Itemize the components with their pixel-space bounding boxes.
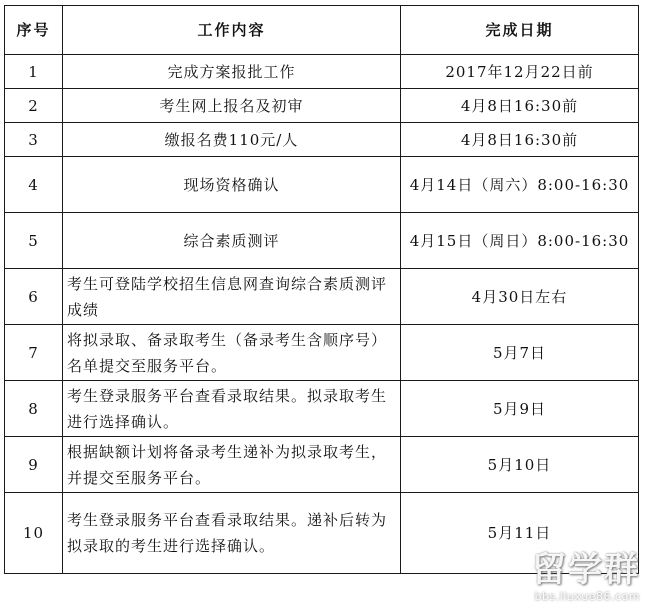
- row-num: 7: [5, 325, 63, 381]
- row-num: 10: [5, 493, 63, 574]
- row-task: 缴报名费110元/人: [63, 123, 401, 157]
- row-date: 4月8日16:30前: [401, 89, 639, 123]
- row-num: 8: [5, 381, 63, 437]
- table-row: [5, 89, 639, 123]
- header-num: 序号: [5, 6, 63, 55]
- table-row: [5, 213, 639, 269]
- header-date: 完成日期: [401, 6, 639, 55]
- table-row: [5, 493, 639, 574]
- row-task: 综合素质测评: [63, 213, 401, 269]
- row-date: 5月7日: [401, 325, 639, 381]
- row-date: 5月10日: [401, 437, 639, 493]
- row-date: 2017年12月22日前: [401, 55, 639, 89]
- row-task: 考生登录服务平台查看录取结果。拟录取考生进行选择确认。: [63, 381, 401, 437]
- row-date: 5月11日: [401, 493, 639, 574]
- row-task: 考生可登陆学校招生信息网查询综合素质测评成绩: [63, 269, 401, 325]
- table-row: [5, 269, 639, 325]
- row-date: 4月8日16:30前: [401, 123, 639, 157]
- row-date: 4月30日左右: [401, 269, 639, 325]
- row-num: 4: [5, 157, 63, 213]
- row-num: 9: [5, 437, 63, 493]
- table-row: [5, 325, 639, 381]
- row-task: 完成方案报批工作: [63, 55, 401, 89]
- watermark-url: bbs.liuxue86.com: [534, 590, 640, 603]
- row-date: 4月15日（周日）8:00-16:30: [401, 213, 639, 269]
- header-row: [5, 6, 639, 55]
- row-num: 3: [5, 123, 63, 157]
- table-row: [5, 157, 639, 213]
- table-row: [5, 381, 639, 437]
- table-row: [5, 437, 639, 493]
- row-task: 现场资格确认: [63, 157, 401, 213]
- row-date: 5月9日: [401, 381, 639, 437]
- table-row: [5, 55, 639, 89]
- schedule-table: [4, 5, 639, 574]
- row-task: 考生网上报名及初审: [63, 89, 401, 123]
- row-num: 1: [5, 55, 63, 89]
- row-num: 6: [5, 269, 63, 325]
- row-task: 考生登录服务平台查看录取结果。递补后转为拟录取的考生进行选择确认。: [63, 493, 401, 574]
- row-date: 4月14日（周六）8:00-16:30: [401, 157, 639, 213]
- row-num: 5: [5, 213, 63, 269]
- row-task: 根据缺额计划将备录考生递补为拟录取考生，并提交至服务平台。: [63, 437, 401, 493]
- table-row: [5, 123, 639, 157]
- watermark-logo: 留学群: [532, 550, 640, 590]
- header-task: 工作内容: [63, 6, 401, 55]
- row-num: 2: [5, 89, 63, 123]
- row-task: 将拟录取、备录取考生（备录考生含顺序号）名单提交至服务平台。: [63, 325, 401, 381]
